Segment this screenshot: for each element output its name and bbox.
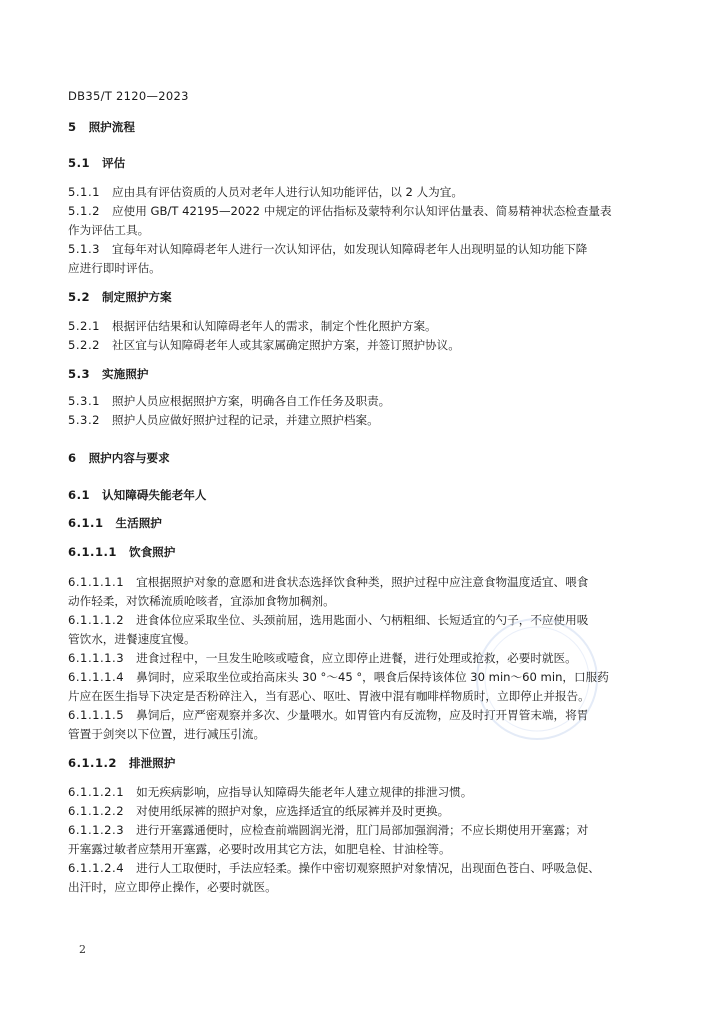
subsection-heading: 6.1.1.2 排泄照护 <box>68 756 176 770</box>
clause-continuation: 作为评估工具。 <box>68 223 150 237</box>
clause: 5.1.3 宜每年对认知障碍老年人进行一次认知评估，如发现认知障碍老年人出现明显的认知功能下降 <box>68 242 588 256</box>
clause: 5.2.1 根据评估结果和认知障碍老年人的需求，制定个性化照护方案。 <box>68 319 437 333</box>
clause: 6.1.1.1.1 宜根据照护对象的意愿和进食状态选择饮食种类，照护过程中应注意食物温度适宜、喂食 <box>68 575 589 589</box>
clause: 6.1.1.1.5 鼻饲后，应严密观察并多次、少量喂水。如胃管内有反流物，应及时打开胃管末端，将胃 <box>68 708 589 722</box>
clause-continuation: 出汗时，应立即停止操作，必要时就医。 <box>68 880 277 894</box>
clause: 6.1.1.2.3 进行开塞露通便时，应检查前端圆润光滑，肛门局部加强润滑；不应长期使用开塞露；对 <box>68 823 589 837</box>
clause: 6.1.1.2.2 对使用纸尿裤的照护对象，应选择适宜的纸尿裤并及时更换。 <box>68 804 450 818</box>
subsection-heading: 5.1 评估 <box>68 156 126 170</box>
subsection-heading: 6.1 认知障碍失能老年人 <box>68 488 207 502</box>
section-heading: 5 照护流程 <box>68 120 135 134</box>
clause: 6.1.1.1.4 鼻饲时，应采取坐位或抬高床头 30 °～45 °，喂食后保持该体位 30 min～60 min，口服药 <box>68 670 609 684</box>
clause: 6.1.1.2.4 进行人工取便时，手法应轻柔。操作中密切观察照护对象情况，出现面色苍白、呼吸急促、 <box>68 861 600 875</box>
clause: 6.1.1.2.1 如无疾病影响，应指导认知障碍失能老年人建立规律的排泄习惯。 <box>68 785 473 799</box>
clause: 5.3.2 照护人员应做好照护过程的记录，并建立照护档案。 <box>68 413 379 427</box>
clause-continuation: 管饮水，进餐速度宜慢。 <box>68 632 196 646</box>
subsection-heading: 6.1.1 生活照护 <box>68 516 162 530</box>
subsection-heading: 5.3 实施照护 <box>68 367 149 381</box>
section-heading: 6 照护内容与要求 <box>68 451 170 465</box>
document-id: DB35/T 2120—2023 <box>68 89 189 103</box>
clause-continuation: 应进行即时评估。 <box>68 261 161 275</box>
clause: 5.3.1 照护人员应根据照护方案，明确各自工作任务及职责。 <box>68 394 391 408</box>
clause: 5.1.2 应使用 GB/T 42195—2022 中规定的评估指标及蒙特利尔认知评估量表、简易精神状态检查量表 <box>68 204 612 218</box>
clause: 5.2.2 社区宜与认知障碍老年人或其家属确定照护方案，并签订照护协议。 <box>68 338 460 352</box>
clause-continuation: 开塞露过敏者应禁用开塞露，必要时改用其它方法，如肥皂栓、甘油栓等。 <box>68 842 451 856</box>
clause-continuation: 动作轻柔，对饮稀流质呛咳者，宜添加食物加稠剂。 <box>68 594 335 608</box>
clause-continuation: 管置于剑突以下位置，进行减压引流。 <box>68 727 266 741</box>
clause: 5.1.1 应由具有评估资质的人员对老年人进行认知功能评估，以 2 人为宜。 <box>68 185 463 199</box>
page-number: 2 <box>79 943 86 956</box>
subsection-heading: 6.1.1.1 饮食照护 <box>68 545 176 559</box>
clause-continuation: 片应在医生指导下决定是否粉碎注入，当有恶心、呕吐、胃液中混有咖啡样物质时，立即停止并报告。 <box>68 689 590 703</box>
subsection-heading: 5.2 制定照护方案 <box>68 290 172 304</box>
clause: 6.1.1.1.2 进食体位应采取坐位、头颈前屈，选用匙面小、勺柄粗细、长短适宜的勺子，不应使用吸 <box>68 613 589 627</box>
clause: 6.1.1.1.3 进食过程中，一旦发生呛咳或噎食，应立即停止进餐，进行处理或抢救，必要时就医。 <box>68 651 577 665</box>
